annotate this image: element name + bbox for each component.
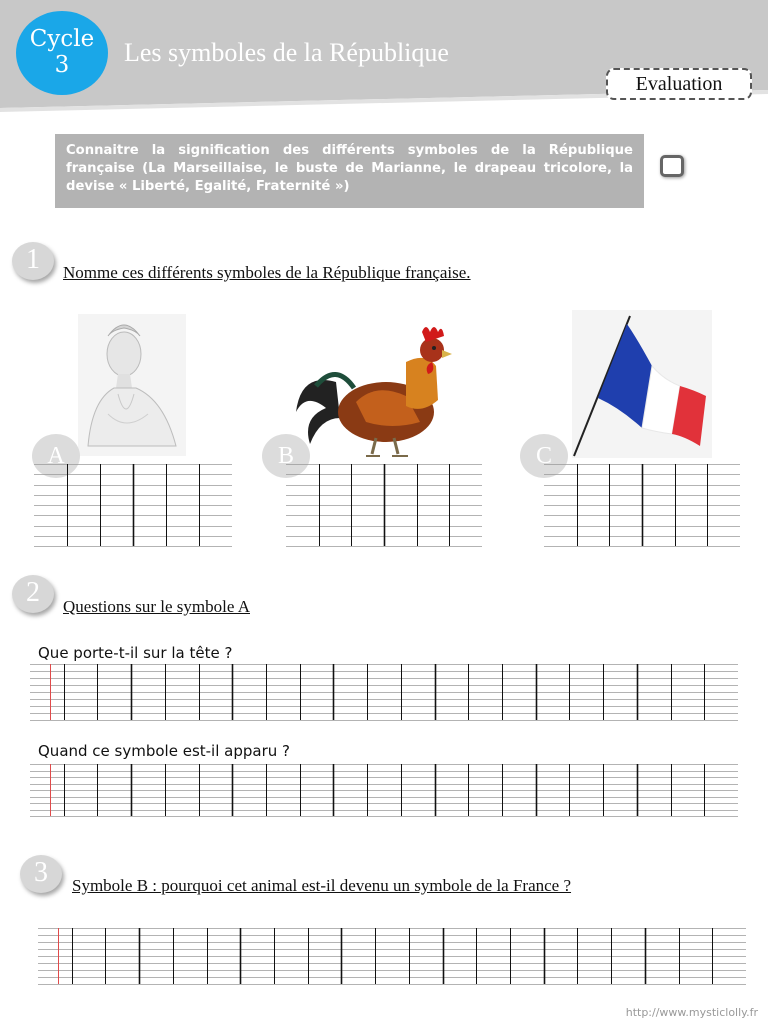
footer-url: http://www.mysticlolly.fr bbox=[625, 1006, 758, 1019]
evaluation-badge: Evaluation bbox=[606, 68, 752, 100]
symbol-a-badge: A bbox=[32, 434, 80, 478]
section-1-number: 1 bbox=[12, 242, 54, 280]
objective-checkbox[interactable] bbox=[660, 155, 684, 177]
section-3-number: 3 bbox=[20, 855, 62, 893]
cycle-label: Cycle bbox=[29, 26, 95, 52]
answer-grid-b[interactable] bbox=[286, 464, 482, 546]
section-2-number: 2 bbox=[12, 575, 54, 613]
cycle-number: 3 bbox=[54, 52, 70, 78]
french-flag-icon bbox=[572, 310, 712, 458]
symbol-c-badge: C bbox=[520, 434, 568, 478]
question-2: Quand ce symbole est-il apparu ? bbox=[38, 742, 290, 760]
question-1: Que porte-t-il sur la tête ? bbox=[38, 644, 233, 662]
section-2-instruction: Questions sur le symbole A bbox=[63, 597, 250, 616]
marianne-bust-icon bbox=[78, 314, 186, 456]
answer-grid-c[interactable] bbox=[544, 464, 740, 546]
answer-grid-question-1[interactable] bbox=[30, 664, 738, 720]
cycle-badge bbox=[16, 11, 108, 95]
answer-grid-question-2[interactable] bbox=[30, 764, 738, 816]
rooster-icon bbox=[296, 322, 456, 458]
symbol-b-badge: B bbox=[262, 434, 310, 478]
objective-box: Connaitre la signification des différents symboles de la République française (La Marseillaise, le buste de Marianne, le drapeau tricolore, la devise « Liberté, Egalité, Fraternité ») bbox=[55, 134, 644, 208]
section-1-instruction: Nomme ces différents symboles de la République française. bbox=[63, 263, 471, 282]
answer-grid-section-3[interactable] bbox=[38, 928, 746, 984]
answer-grid-a[interactable] bbox=[34, 464, 232, 546]
page-title: Les symboles de la République bbox=[124, 38, 449, 67]
section-3-instruction: Symbole B : pourquoi cet animal est-il devenu un symbole de la France ? bbox=[72, 876, 572, 895]
